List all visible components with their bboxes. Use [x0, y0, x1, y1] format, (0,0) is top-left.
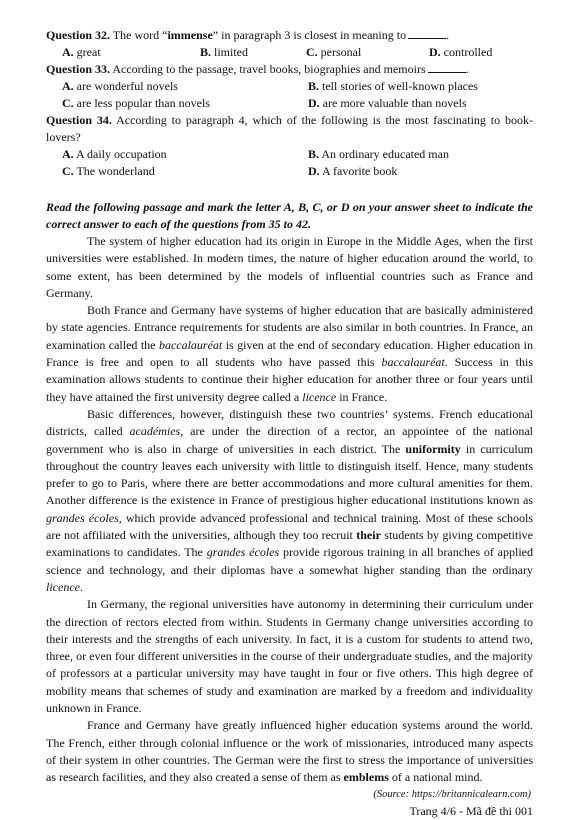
question-33-text: According to the passage, travel books, biographies and memoirs — [110, 62, 426, 76]
question-32-end: . — [446, 28, 450, 42]
question-32-options — [46, 44, 533, 61]
exam-page — [46, 27, 533, 820]
section-spacer — [46, 180, 533, 199]
option-c: C. personal — [306, 45, 362, 59]
question-32-text-post: ” in paragraph 3 is closest in meaning to — [212, 28, 407, 42]
answer-blank — [428, 62, 466, 73]
highlighted-word-their: their — [356, 528, 381, 543]
option-b: B. limited — [200, 45, 249, 59]
option-d: D. A favorite book — [308, 164, 398, 178]
passage-source: (Source: https://britannicalearn.com) — [373, 788, 531, 800]
option-c: C. The wonderland — [62, 164, 155, 178]
question-32 — [46, 27, 533, 44]
answer-blank — [408, 28, 446, 39]
option-d: D. controlled — [429, 45, 493, 59]
section-instruction: Read the following passage and mark the letter A, B, C, or D on your answer sheet to indicate the correct answer to each of the questions from 35 to 42. — [46, 200, 533, 231]
passage-paragraph-4: In Germany, the regional universities have autonomy in determining their curriculum under the direction of rectors elected from within. Students in Germany change universities according to their interests and the strengths of each university. In fact, it is a custom for students to attend two, three, or even four different universities in the course of their undergraduate studies, and the majority of professors at a particular university may have taught in four or five others. This high degree of mobility means that schemes of study and examination are marked by a freedom and individuality unknown in France. — [46, 597, 533, 716]
question-34-text: According to paragraph 4, which of the following is the most fascinating to book-lovers? — [46, 113, 533, 144]
question-34-label: Question 34. — [46, 113, 112, 127]
page-footer: Trang 4/6 - Mã đề thi 001 — [409, 803, 533, 818]
question-34 — [46, 112, 533, 146]
highlighted-word-emblems: emblems — [343, 770, 389, 785]
passage-paragraph-5: France and Germany have greatly influenced higher education systems around the world. The French, either through colonial influence or the work of missionaries, introduced many aspects of their system in other countries. The German were the first to stress the importance of universities as research facilities, and they also created a sense of them as emblems of a national mind. — [46, 718, 533, 785]
option-a: A. A daily occupation — [62, 147, 167, 161]
option-a: A. great — [62, 45, 101, 59]
question-33-end: . — [465, 62, 469, 76]
question-32-label: Question 32. — [46, 28, 111, 42]
option-d: D. are more valuable than novels — [308, 96, 467, 110]
question-33-label: Question 33. — [46, 62, 111, 76]
passage-paragraph-1: The system of higher education had its origin in Europe in the Middle Ages, when the first universities were established. In modern times, the nature of higher education around the world, to some extent, has been determined by the models of influential countries such as France and Germany. — [46, 234, 533, 300]
option-a: A. are wonderful novels — [62, 79, 178, 93]
passage-paragraph-2: Both France and Germany have systems of higher education that are basically administered by state agencies. Entrance requirements for students are also similar in both countries. In France, an examination called the baccalauréat is given at the end of secondary education. Higher education in France is free and open to all students who have passed this baccalauréat. Success in this examination allows students to continue their higher education for another three or four years until they have attained the first university degree called a licence in France. — [46, 303, 533, 404]
option-c: C. are less popular than novels — [62, 96, 210, 110]
question-33 — [46, 61, 533, 78]
option-b: B. tell stories of well-known places — [308, 79, 478, 93]
question-34-options — [46, 146, 533, 180]
highlighted-word-uniformity: uniformity — [405, 441, 461, 456]
question-33-options — [46, 78, 533, 112]
question-32-text-pre: The word “ — [110, 28, 168, 42]
option-b: B. An ordinary educated man — [308, 147, 449, 161]
question-32-keyword: immense — [167, 28, 213, 42]
passage-paragraph-3: Basic differences, however, distinguish these two countries’ systems. French educational districts, called académies, are under the direction of a rector, an appointee of the national government who is also in charge of universities in each district. The uniformity in curriculum throughout the country leaves each university with little to distinguish itself. Hence, many students prefer to go to Paris, where there are better accommodations and more cultural amenities for them. Another difference is the existence in France of prestigious higher educational institutions known as grandes écoles, which provide advanced professional and technical training. Most of these schools are not affiliated with the universities, although they too recruit their students by giving competitive examinations to candidates. The grandes écoles provide rigorous training in all branches of applied science and technology, and their diplomas have a somewhat higher standing than the ordinary licence. — [46, 406, 534, 594]
